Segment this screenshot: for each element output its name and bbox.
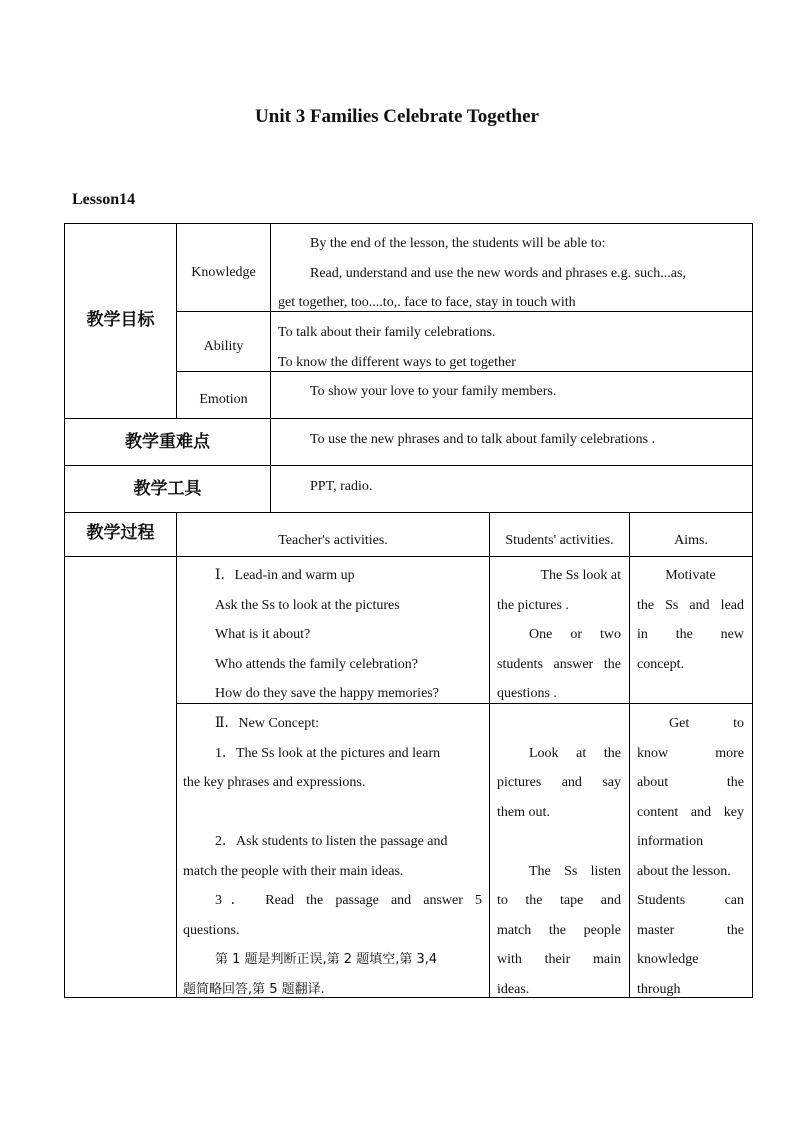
objectives-label: 教学目标 xyxy=(86,310,155,330)
tools-label: 教学工具 xyxy=(133,479,202,499)
lesson-label: Lesson14 xyxy=(72,191,136,208)
ability-text: To talk about their family celebrations. To know the different ways to get together xyxy=(278,325,516,370)
aims-header: Aims. xyxy=(674,533,708,548)
key-points-label: 教学重难点 xyxy=(125,432,210,452)
process-label: 教学过程 xyxy=(86,523,155,543)
step2-aims: Get to know more about the content and key information about the lesson. Students can master the knowledge through xyxy=(637,716,744,997)
tools-text: PPT, radio. xyxy=(310,479,373,494)
knowledge-label: Knowledge xyxy=(191,265,256,280)
ability-label: Ability xyxy=(203,339,244,354)
step1-aims: Motivate the Ss and lead in the new concept. xyxy=(637,568,744,672)
step1-students: The Ss look at the pictures . One or two students answer the questions . xyxy=(497,568,621,701)
emotion-label: Emotion xyxy=(199,392,248,407)
students-activities-header: Students' activities. xyxy=(505,533,614,548)
emotion-text: To show your love to your family members. xyxy=(310,384,557,399)
knowledge-text: By the end of the lesson, the students will be able to: Read, understand and use the new words and phrases e.g. such...as, get together, too....to,. face to face, stay in touch with xyxy=(278,236,686,310)
teacher-activities-header: Teacher's activities. xyxy=(278,533,388,548)
key-points-text: To use the new phrases and to talk about family celebrations . xyxy=(310,432,656,447)
step1-teacher: Ⅰ．Lead-in and warm up Ask the Ss to look at the pictures What is it about? Who attends the family celebration? How do they save the happy memories? xyxy=(215,568,439,701)
step2-teacher: Ⅱ．New Concept: 1．The Ss look at the pictures and learn the key phrases and expressions. 2．Ask students to listen the passage and match the people with their main ideas. 3． Read the passage and answer 5 questions. 第 1 题是判断正误,第 2 题填空,第 3,4 题简略回答,第 5 题翻译. xyxy=(183,716,482,997)
document-title: Unit 3 Families Celebrate Together xyxy=(255,106,539,127)
step2-students: Look at the pictures and say them out. The Ss listen to the tape and match the people with their main ideas. xyxy=(497,745,621,997)
